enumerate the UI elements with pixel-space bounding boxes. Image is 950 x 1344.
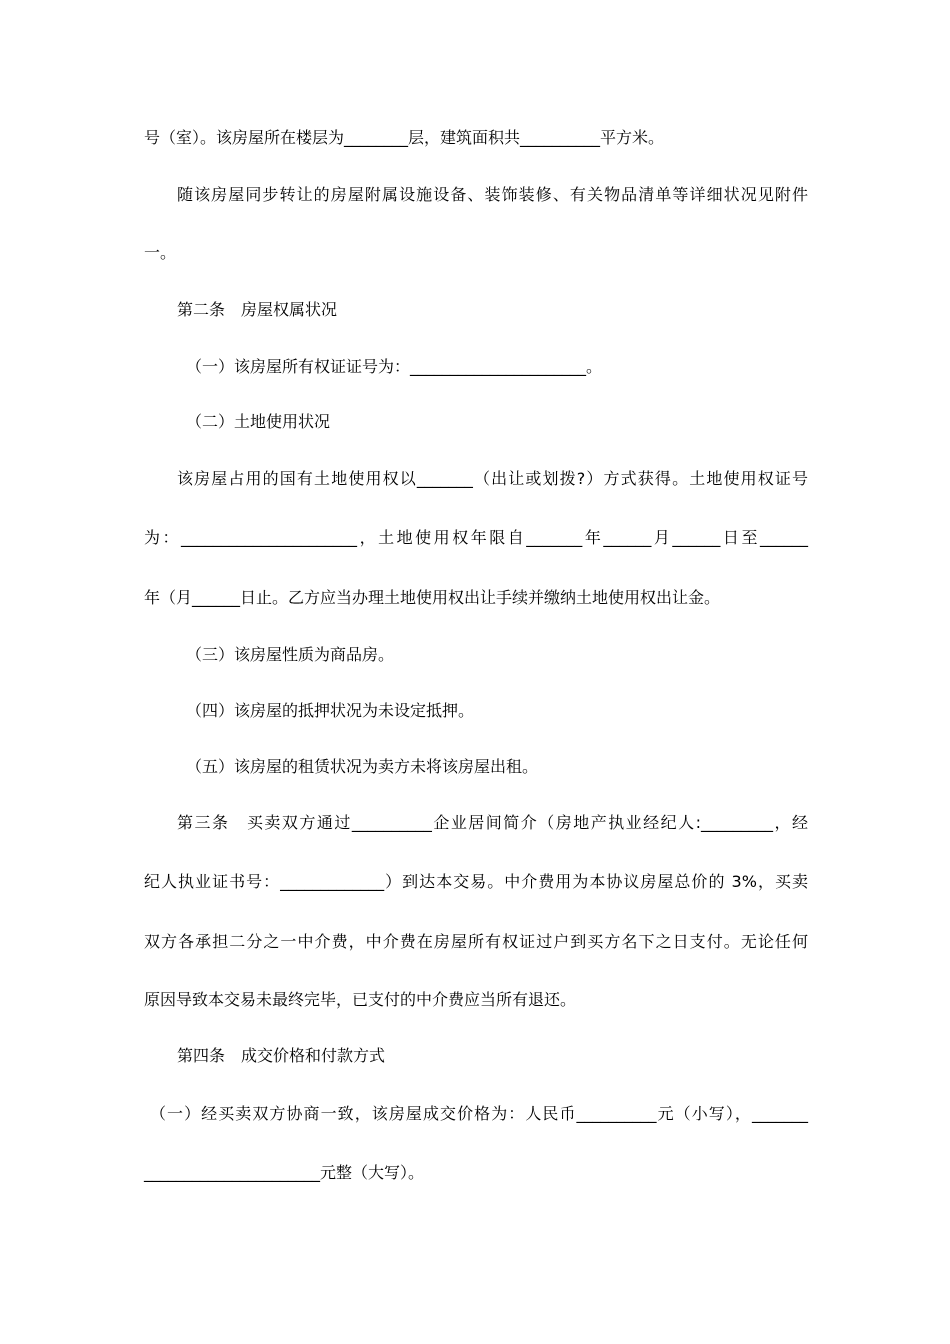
text-line-land-cert-term: 为：______________________，土地使用权年限自_______年______月______日至______	[144, 528, 808, 547]
text-line-fee-refund: 原因导致本交易未最终完毕，已支付的中介费应当所有退还。	[144, 990, 577, 1009]
text-line-fee-payment: 双方各承担二分之一中介费，中介费在房屋所有权证过户到买方名下之日支付。无论任何	[144, 932, 808, 951]
text-line-lease-status: （五）该房屋的租赁状况为卖方未将该房屋出租。	[186, 757, 539, 776]
section-heading-article-2: 第二条 房屋权属状况	[177, 300, 338, 319]
text-line-ownership-cert: （一）该房屋所有权证证号为：______________________。	[186, 357, 603, 376]
text-line-attachment: 随该房屋同步转让的房屋附属设施设备、装饰装修、有关物品清单等详细状况见附件	[177, 185, 808, 204]
text-line-mortgage-status: （四）该房屋的抵押状况为未设定抵押。	[186, 701, 475, 720]
text-line-land-right: 该房屋占用的国有土地使用权以_______（出让或划拨?）方式获得。土地使用权证号	[177, 469, 808, 488]
text-line-price: （一）经买卖双方协商一致，该房屋成交价格为：人民币__________元（小写），_______	[150, 1104, 808, 1123]
section-heading-article-3: 第三条 买卖双方通过__________企业居间简介（房地产执业经纪人:_________，经	[177, 813, 808, 832]
text-line-property-nature: （三）该房屋性质为商品房。	[186, 645, 395, 664]
section-heading-article-4: 第四条 成交价格和付款方式	[177, 1046, 386, 1065]
text-line-attachment-end: 一。	[144, 243, 177, 262]
text-line-agent-fee: 纪人执业证书号：_____________）到达本交易。中介费用为本协议房屋总价的 3%，买卖	[144, 872, 808, 891]
text-line-land-transfer-fee: 年（月______日止。乙方应当办理土地使用权出让手续并缴纳土地使用权出让金。	[144, 588, 721, 607]
text-line-price-capital: ______________________元整（大写）。	[144, 1163, 425, 1182]
text-line-floor-area: 号（室）。该房屋所在楼层为________层，建筑面积共__________平方米。	[144, 128, 665, 147]
subheading-land-use: （二）土地使用状况	[186, 412, 331, 431]
